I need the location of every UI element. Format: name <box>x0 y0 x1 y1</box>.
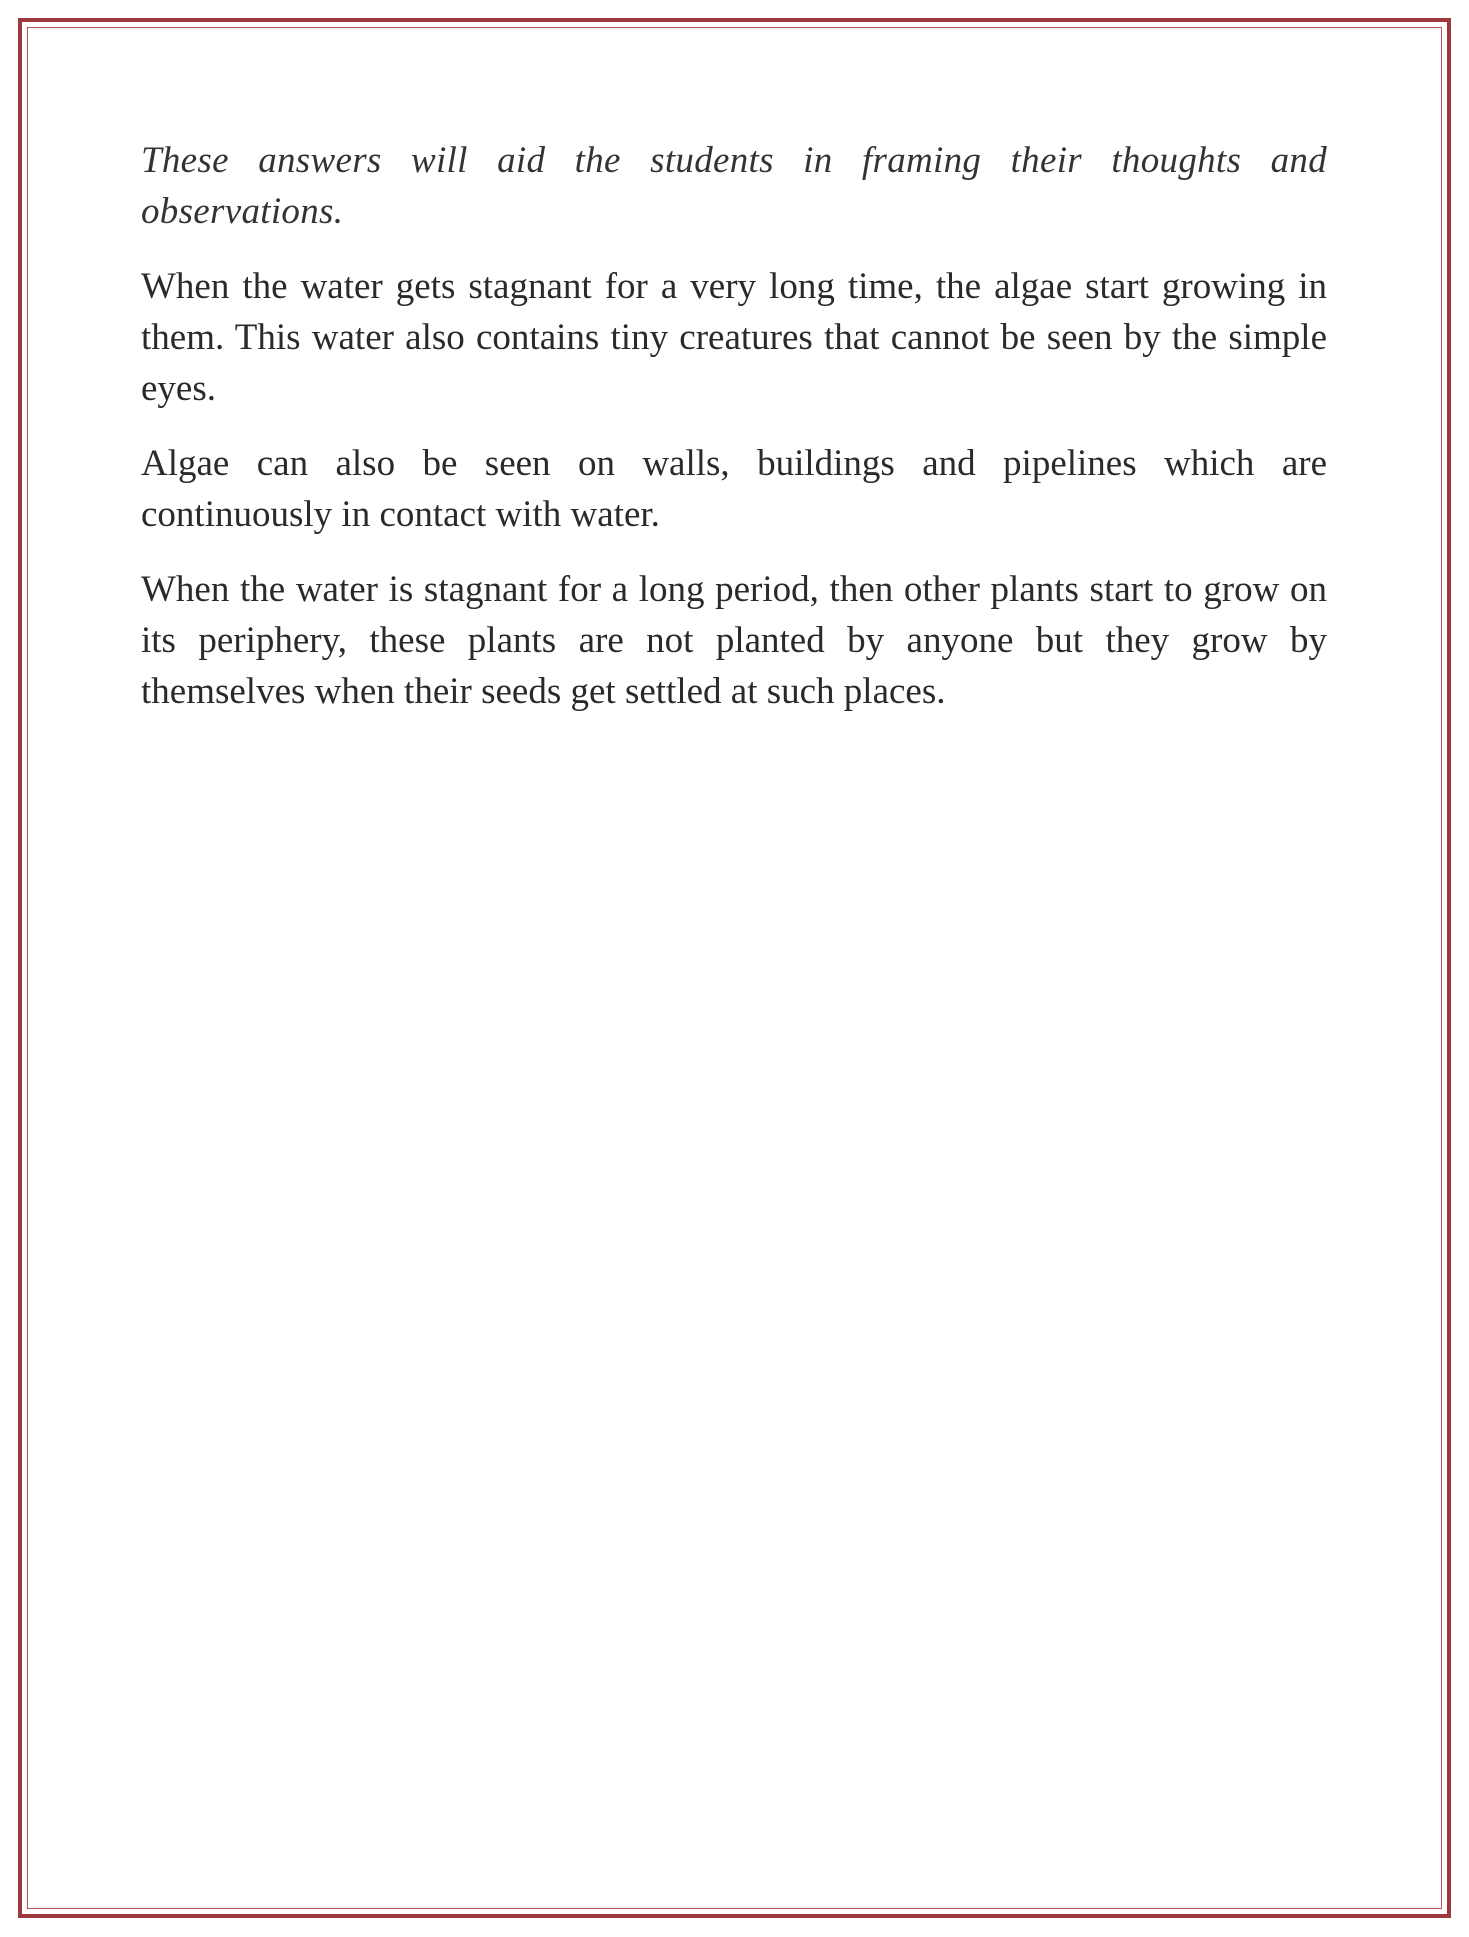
intro-note: These answers will aid the students in framing their thoughts and observations. <box>141 140 1327 232</box>
paragraph-algae-on-walls: Algae can also be seen on walls, buildings and pipelines which are continuously in contact with water. <box>141 443 1327 535</box>
paragraph-plants-on-periphery: When the water is stagnant for a long period, then other plants start to grow on its periphery, these plants are not planted by anyone but they grow by themselves when their seeds get settled at such places. <box>141 569 1327 712</box>
paragraph-stagnant-water-algae: When the water gets stagnant for a very long time, the algae start growing in them. This water also contains tiny creatures that cannot be seen by the simple eyes. <box>141 266 1327 409</box>
document-body <box>141 135 1327 741</box>
